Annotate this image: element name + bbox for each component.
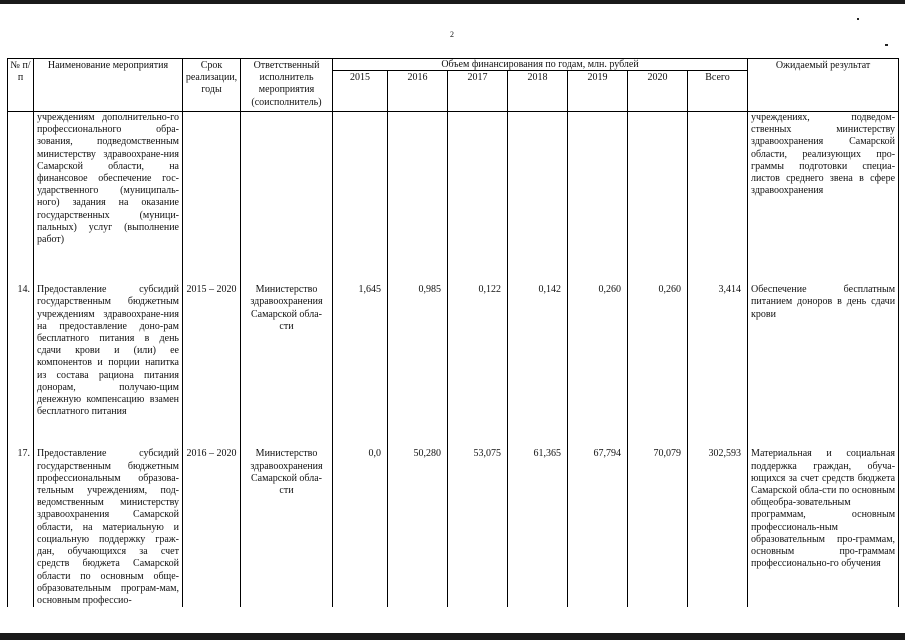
header-financing: Объем финансирования по годам, млн. рублей [333,59,748,71]
row-value-2020: 0,260 [628,284,688,418]
row-value-2019: 0,260 [568,284,628,418]
financing-table [7,58,899,607]
scan-speck [885,44,888,46]
row-value-2016: 50,280 [388,448,448,607]
row-number: 17. [8,448,34,607]
row-name: Предоставление субсидий государственным бюджетным профессиональным образова-тельным учреждениям, под-ведомственным министерству здравоохранения Самарской области, на материальную и социальную поддержку граж-дан, обучающихся за счет средств бюджета Самарской области по основным обще-образовательным програм-мам, основным профессио- [34,448,183,607]
row-result: Обеспечение бесплатным питанием доноров в день сдачи крови [748,284,899,418]
bottom-border-bar [0,633,905,640]
row-value-2015: 0,0 [333,448,388,607]
row-value-total: 302,593 [688,448,748,607]
row-value-2015: 1,645 [333,284,388,418]
page-number: 2 [450,30,454,39]
table-row [8,284,899,418]
row-value-2020: 70,079 [628,448,688,607]
row-value-2017: 0,122 [448,284,508,418]
header-term: Срок реализации, годы [183,59,241,112]
row-term: 2015 – 2020 [183,284,241,418]
row-term: 2016 – 2020 [183,448,241,607]
header-year-2019: 2019 [568,71,628,112]
header-year-2015: 2015 [333,71,388,112]
header-year-2018: 2018 [508,71,568,112]
table-row-continuation [8,112,899,247]
table-row [8,448,899,607]
row-value-2017: 53,075 [448,448,508,607]
header-year-2016: 2016 [388,71,448,112]
continuation-result-cell: учреждениях, подведом-ственных министерству здравоохранения Самарской области, реализующих про-граммы подготовки специа-листов среднего звена в сфере здравоохранения [748,112,899,247]
row-result: Материальная и социальная поддержка граждан, обуча-ющихся за счет средств бюджета Самарской обла-сти по основным общеобра-зовательным программам, основным профессиональ-ным образовательным про-граммам, основным про-граммам профессионально-го обучения [748,448,899,607]
top-border-bar [0,0,905,4]
header-total: Всего [688,71,748,112]
row-executor: Министерство здравоохранения Самарской обла-сти [241,448,333,607]
row-number: 14. [8,284,34,418]
row-name: Предоставление субсидий государственным бюджетным учреждениям здравоохране-ния на предоставление доно-рам бесплатного питания в день сдачи крови и (или) ее компонентов и порции напитка из состава рациона питания донорам, получаю-щим денежную компенсацию взамен бесплатного питания [34,284,183,418]
header-executor: Ответственный исполнитель мероприятия (соисполнитель) [241,59,333,112]
header-no: № п/п [8,59,34,112]
header-year-2020: 2020 [628,71,688,112]
row-value-total: 3,414 [688,284,748,418]
row-value-2018: 61,365 [508,448,568,607]
table-header [8,59,899,112]
continuation-name-cell: учреждениям дополнительно-го профессионального обра-зования, подведомственным министерству здравоохране-ния Самарской области, на финансовое обеспечение гос-ударственного (муниципаль-ного) задания на оказание государственных (муници-пальных) услуг (выполнение работ) [34,112,183,247]
row-value-2016: 0,985 [388,284,448,418]
row-value-2018: 0,142 [508,284,568,418]
header-year-2017: 2017 [448,71,508,112]
row-executor: Министерство здравоохранения Самарской обла-сти [241,284,333,418]
header-result: Ожидаемый результат [748,59,899,112]
scan-speck [857,18,859,20]
row-value-2019: 67,794 [568,448,628,607]
header-name: Наименование мероприятия [34,59,183,112]
